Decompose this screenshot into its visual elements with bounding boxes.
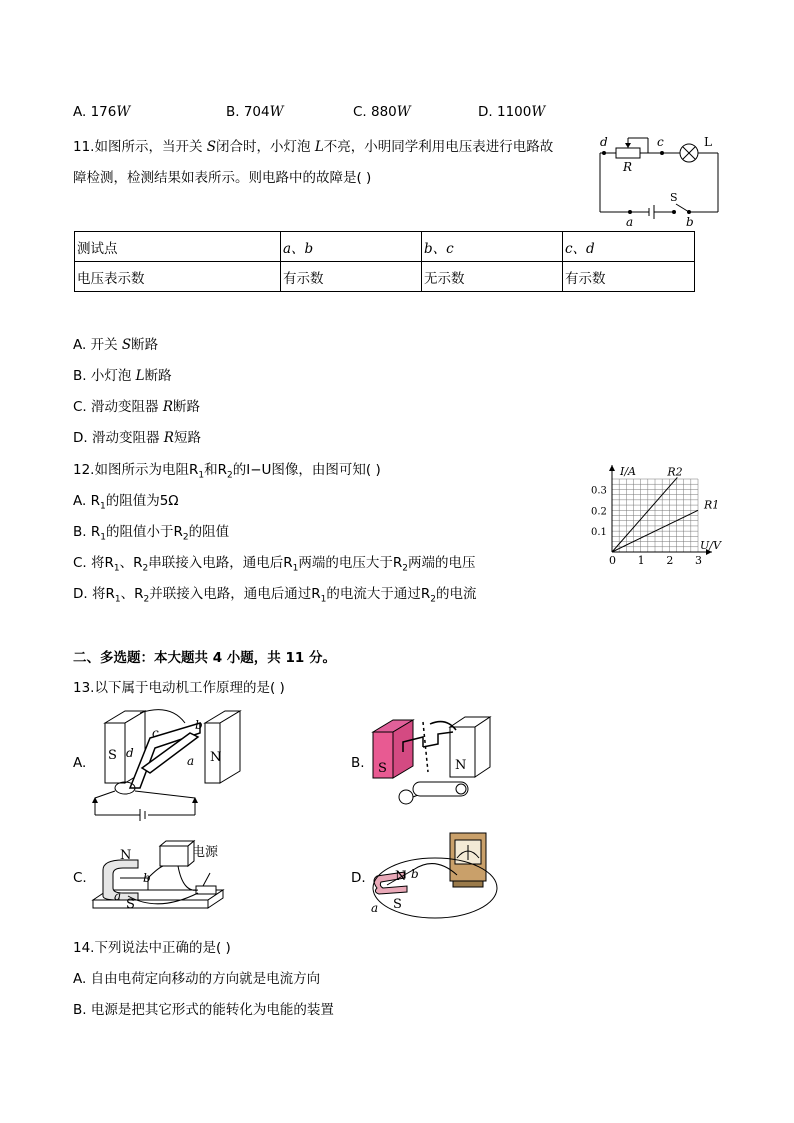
q14-option-a: A. 自由电荷定向移动的方向就是电流方向 [73, 971, 321, 987]
fig-d-label-n: N [395, 869, 407, 884]
q10-option-b: B. 704W [226, 104, 284, 120]
fig-a-label-b: b [195, 718, 203, 732]
circuit-label-d: d [600, 135, 608, 149]
y-tick-label: 0.3 [591, 485, 607, 497]
q13-option-a-label: A. [73, 755, 87, 771]
q11-circuit-diagram [592, 133, 727, 233]
table-cell: c、d [563, 232, 695, 262]
q14-stem: 14.下列说法中正确的是( ) [73, 940, 231, 956]
x-tick-label: 1 [637, 554, 645, 567]
fig-c-label-s: S [126, 897, 135, 912]
circuit-label-s: S [670, 191, 678, 204]
fig-d-label-b: b [411, 867, 419, 881]
circuit-label-b: b [686, 215, 694, 229]
x-axis-label: U/V [700, 539, 721, 552]
fig-b-label-s: S [378, 761, 387, 776]
q12-option-a: A. $R_1$的阻值为5Ω [73, 493, 179, 512]
q10-option-c: C. 880W [353, 104, 411, 120]
fig-c-label-a: a [114, 889, 122, 903]
fig-a-label-a: a [187, 754, 195, 768]
circuit-label-a: a [626, 215, 634, 229]
q13-option-d-label: D. [351, 870, 366, 886]
q14-option-b: B. 电源是把其它形式的能转化为电能的装置 [73, 1002, 334, 1018]
x-tick-label: 2 [666, 554, 674, 567]
q13-figure-b [368, 712, 498, 810]
fig-c-label-n: N [120, 848, 132, 863]
table-cell: 有示数 [563, 262, 695, 292]
fig-a-label-d: d [126, 746, 134, 760]
table-cell: b、c [422, 232, 563, 262]
q12-iu-chart [590, 456, 725, 571]
table-row [75, 232, 695, 262]
fig-a-label-s: S [108, 748, 117, 763]
fig-b-label-n: N [455, 758, 467, 773]
q11-stem-line1: 11.如图所示，当开关 S闭合时，小灯泡 L不亮，小明同学利用电压表进行电路故 [73, 139, 554, 155]
fig-d-label-a: a [371, 901, 379, 915]
circuit-label-l: L [704, 135, 712, 149]
q11-stem-line2: 障检测，检测结果如表所示。则电路中的故障是( ) [73, 170, 372, 186]
circuit-label-r: R [623, 160, 633, 174]
table-row [75, 262, 695, 292]
q11-test-table [74, 231, 695, 292]
fig-c-label-power: 电源 [192, 845, 219, 860]
table-cell: 测试点 [75, 232, 281, 262]
q11-option-a: A. 开关 S断路 [73, 337, 159, 353]
series-line-r2 [612, 477, 677, 552]
q13-option-c-label: C. [73, 870, 87, 886]
table-cell: a、b [281, 232, 422, 262]
q13-stem: 13.以下属于电动机工作原理的是( ) [73, 680, 285, 696]
q12-option-c: C. 将$R_1$、$R_2$串联接入电路，通电后$R_1$两端的电压大于$R_2$两端的电压 [73, 555, 476, 574]
y-tick-label: 0.1 [591, 527, 607, 539]
circuit-label-c: c [657, 135, 664, 149]
fig-a-label-n: N [210, 750, 222, 765]
x-tick-label: 0 [609, 554, 616, 567]
table-cell: 有示数 [281, 262, 422, 292]
section2-title: 二、多选题：本大题共 4 小题，共 11 分。 [73, 650, 336, 666]
q11-option-d: D. 滑动变阻器 R短路 [73, 430, 201, 446]
y-axis-label: I/A [620, 465, 636, 478]
series-label-r1: R1 [704, 498, 720, 512]
y-tick-label: 0.2 [591, 506, 607, 518]
q13-figure-d [365, 830, 500, 920]
fig-c-label-b: b [143, 871, 151, 885]
q12-option-d: D. 将$R_1$、$R_2$并联接入电路，通电后通过$R_1$的电流大于通过$R_2$的电流 [73, 586, 477, 605]
table-cell: 电压表示数 [75, 262, 281, 292]
fig-a-label-c: c [152, 726, 159, 740]
q10-option-a: A. 176W [73, 104, 131, 120]
q10-option-d: D. 1100W [478, 104, 546, 120]
q12-option-b: B. $R_1$的阻值小于$R_2$的阻值 [73, 524, 230, 543]
x-tick-label: 3 [695, 554, 702, 567]
q12-stem: 12.如图所示为电阻$R_1$和$R_2$的I−U图像，由图可知( ) [73, 462, 381, 481]
fig-d-label-s: S [393, 897, 402, 912]
series-label-r2: R2 [667, 465, 683, 479]
q13-figure-a [90, 703, 250, 823]
q11-option-c: C. 滑动变阻器 R断路 [73, 399, 200, 415]
q13-figure-c [88, 838, 238, 918]
q11-option-b: B. 小灯泡 L断路 [73, 368, 172, 384]
table-cell: 无示数 [422, 262, 563, 292]
q13-option-b-label: B. [351, 755, 365, 771]
y-axis-arrow [609, 465, 615, 471]
